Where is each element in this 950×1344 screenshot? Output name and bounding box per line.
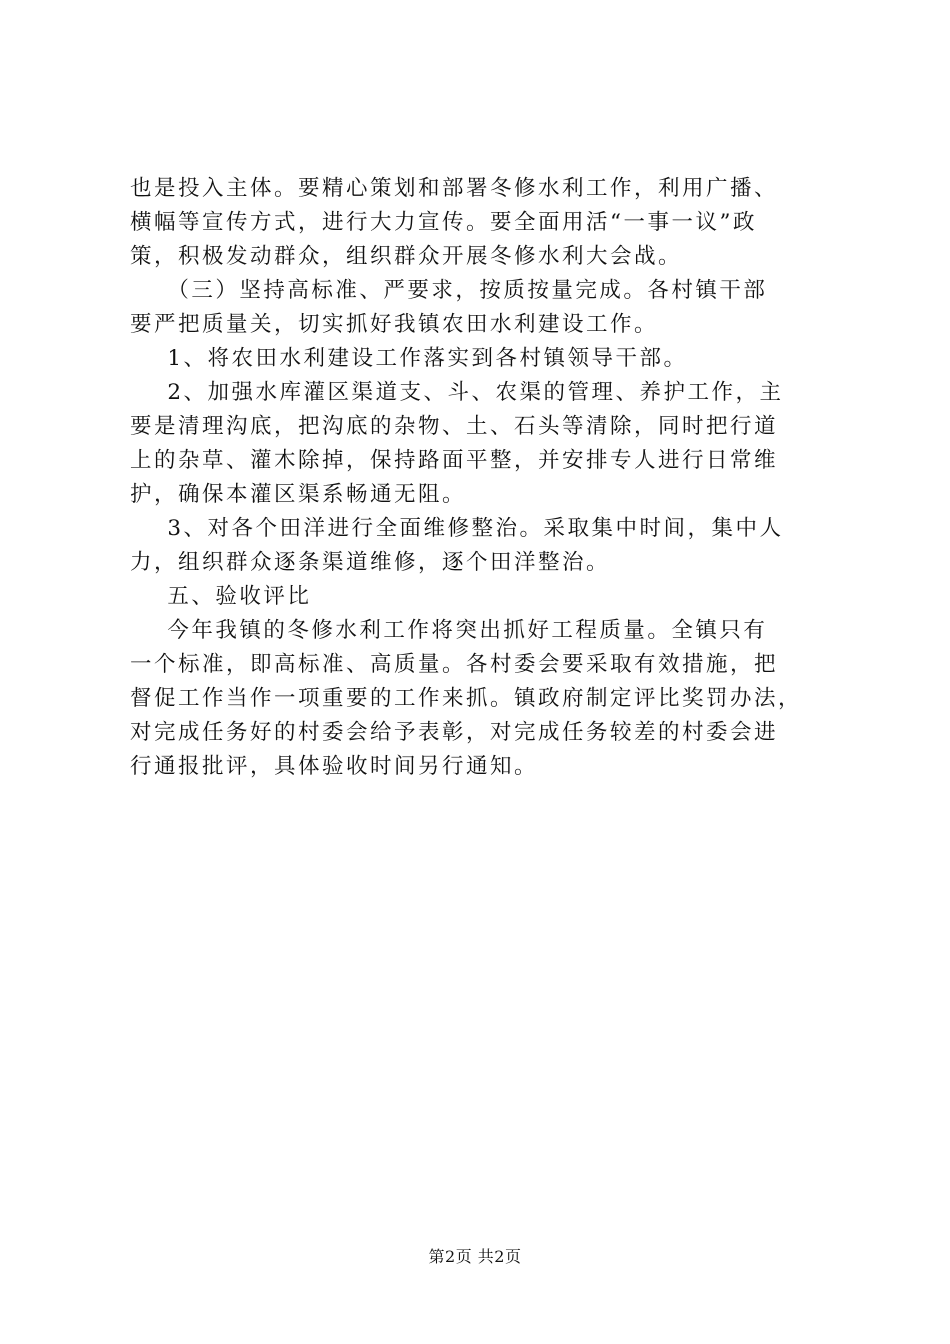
text-line: 行通报批评，具体验收时间另行通知。 [130,754,539,779]
text-line: 要严把质量关，切实抓好我镇农田水利建设工作。 [130,312,659,337]
text-line: 护，确保本灌区渠系畅通无阻。 [130,482,467,507]
text-line: 一个标准，即高标准、高质量。各村委会要采取有效措施，把 [130,652,779,677]
document-body [130,172,850,784]
text-line: 督促工作当作一项重要的工作来抓。镇政府制定评比奖罚办法， [130,686,803,711]
text-line: 3、对各个田洋进行全面维修整治。采取集中时间，集中人 [130,516,784,541]
section-heading: 五、验收评比 [130,584,312,609]
text-line: 力，组织群众逐条渠道维修，逐个田洋整治。 [130,550,611,575]
text-line: （三）坚持高标准、严要求，按质按量完成。各村镇干部 [130,278,768,303]
text-line: 要是清理沟底，把沟底的杂物、土、石头等清除，同时把行道 [130,414,779,439]
text-line: 今年我镇的冬修水利工作将突出抓好工程质量。全镇只有 [130,618,768,643]
text-line: 1、将农田水利建设工作落实到各村镇领导干部。 [130,346,688,371]
text-line: 横幅等宣传方式，进行大力宣传。要全面用活“一事一议”政 [130,210,757,235]
text-line: 2、加强水库灌区渠道支、斗、农渠的管理、养护工作，主 [130,380,784,405]
text-line: 策，积极发动群众，组织群众开展冬修水利大会战。 [130,244,683,269]
text-line: 也是投入主体。要精心策划和部署冬修水利工作，利用广播、 [130,176,779,201]
page-number-footer: 第2页 共2页 [428,1247,522,1266]
text-line: 对完成任务好的村委会给予表彰，对完成任务较差的村委会进 [130,720,779,745]
text-line: 上的杂草、灌木除掉，保持路面平整，并安排专人进行日常维 [130,448,779,473]
